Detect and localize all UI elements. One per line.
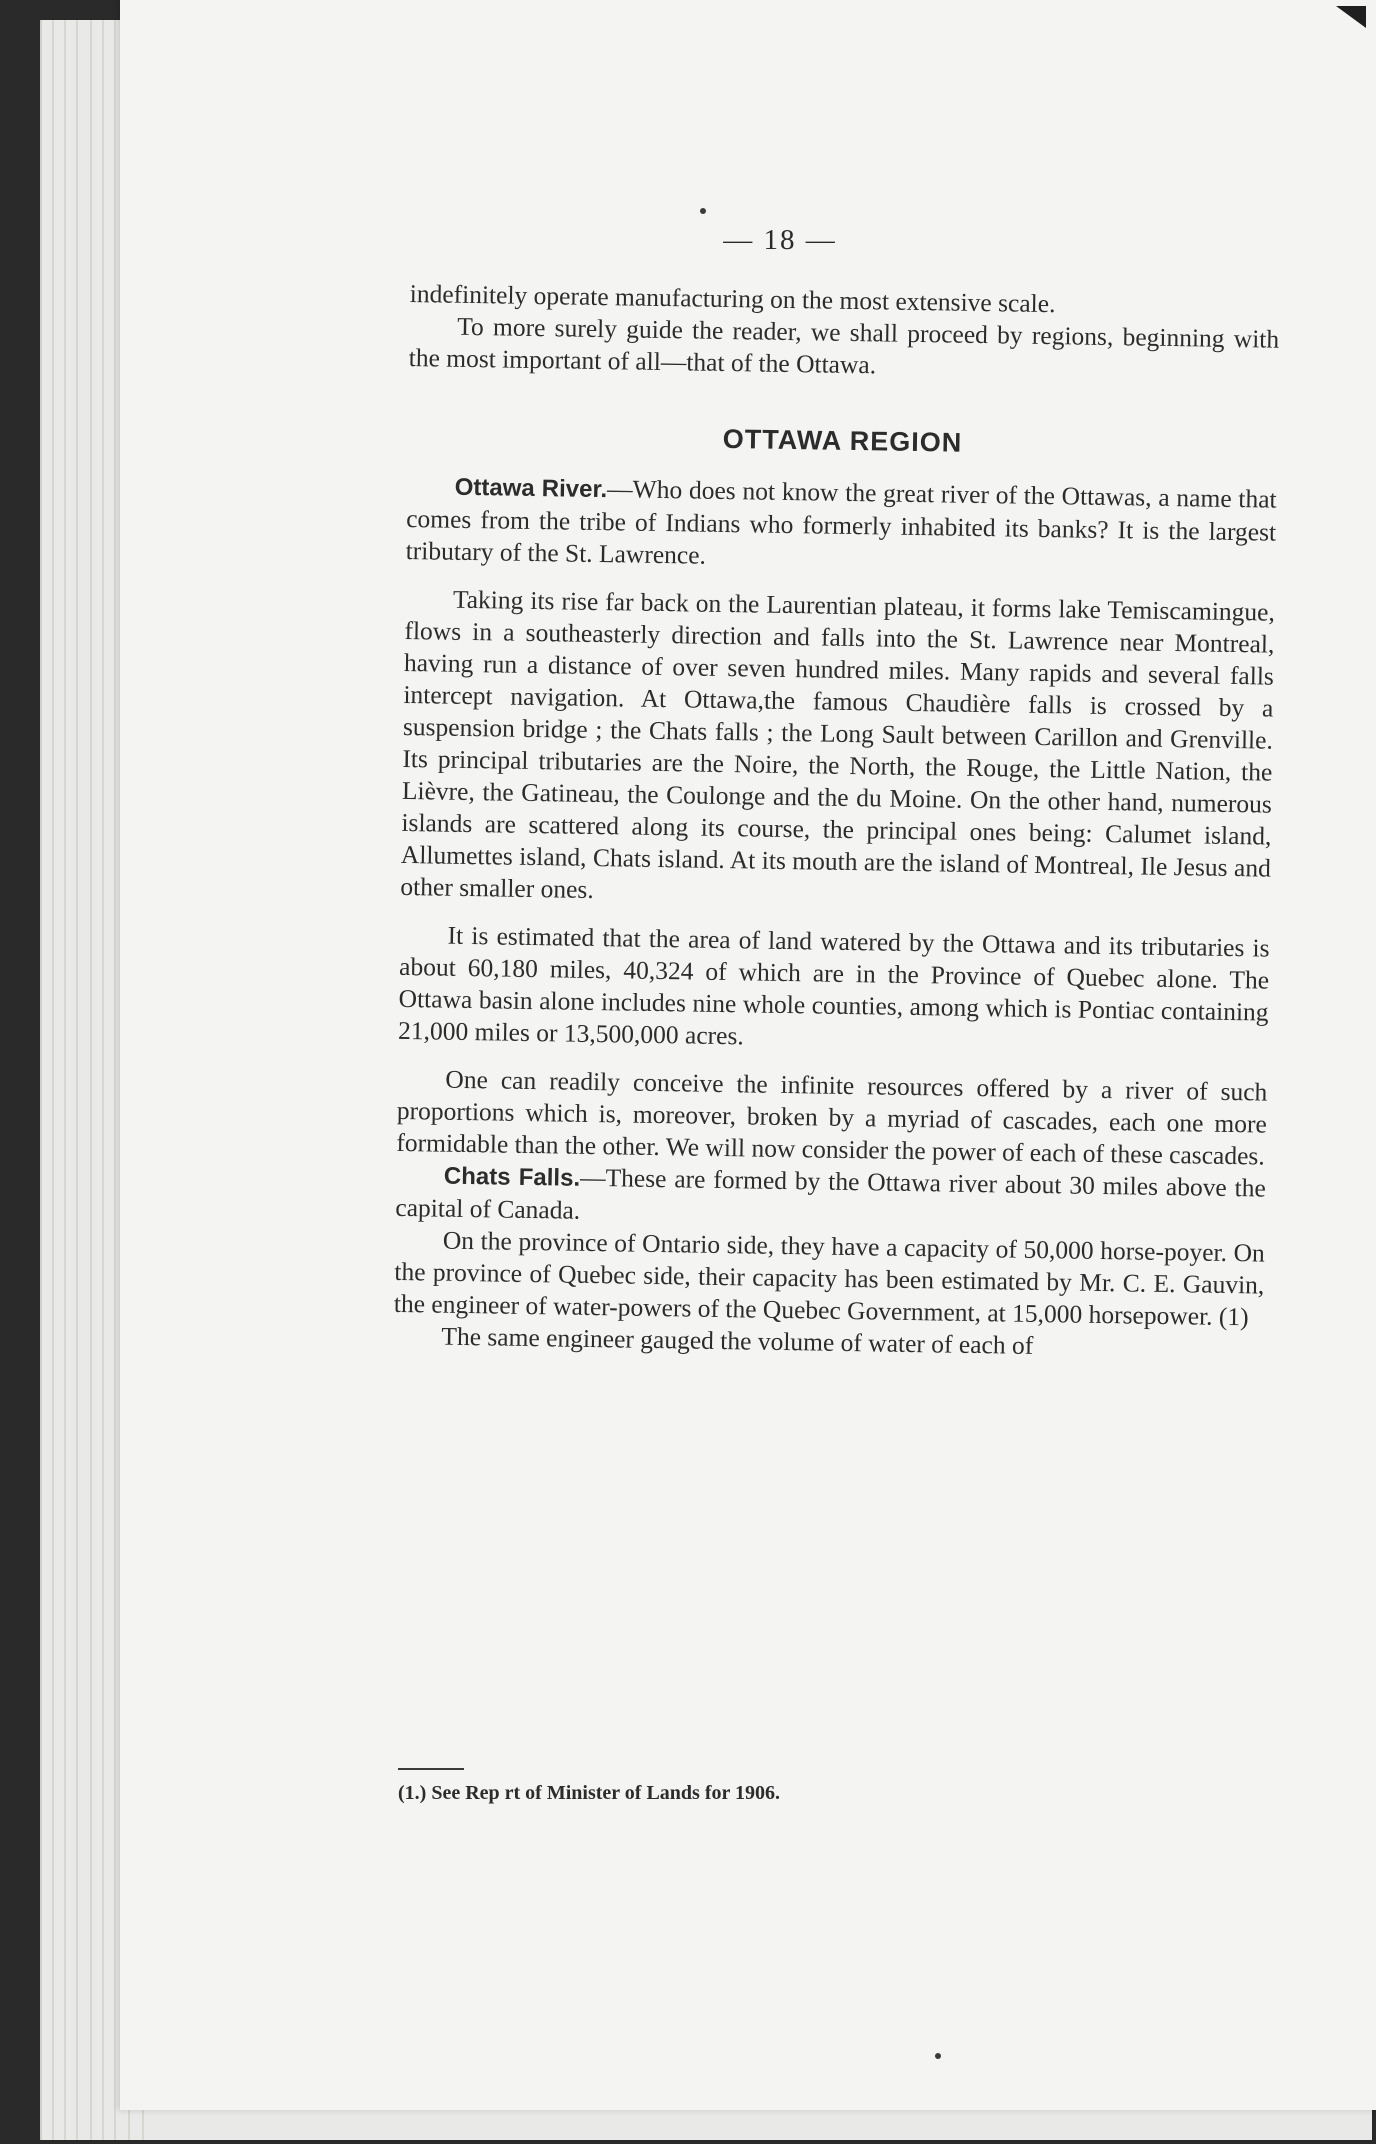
paragraph-text: —Who does not know the great river of the Ottawas, a name that comes from the tribe of Indians who formerly inhabited its banks? It is the largest tributary of the St. Lawrence.	[405, 474, 1277, 570]
footnote-rule	[398, 1768, 464, 1770]
paragraph: It is estimated that the area of land watered by the Ottawa and its tributaries is about 60,180 miles, 40,324 of which are in the Province of Quebec alone. The Ottawa basin alone includes nine whole counties, among which is Pontiac containing 21,000 miles or 13,500,000 acres.	[397, 920, 1270, 1051]
paragraph: Taking its rise far back on the Laurentian plateau, it forms lake Temiscamingue, flows in a southeasterly direction and falls into the St. Lawrence near Montreal, having run a distance of over seven hundred miles. Many rapids and several falls intercept navigation. At Ottawa,the famous Chaudière falls is crossed by a suspension bridge ; the Chats falls ; the Long Sault between Carillon and Grenville. Its principal tributaries are the Noire, the North, the Rouge, the Little Nation, the Lièvre, the Gatineau, the Coulonge and the du Moine. On the other hand, numerous islands are scattered along its course, the principal ones being: Calumet island, Allumettes island, Chats island. At its mouth are the island of Montreal, Ile Jesus and other smaller ones.	[400, 584, 1276, 904]
page-number: — 18 —	[723, 224, 837, 256]
page-edge	[102, 20, 104, 2140]
paragraph: To more surely guide the reader, we shall proceed by regions, beginning with the most important of all—that of the Ottawa.	[408, 311, 1280, 380]
run-in-heading: Ottawa River.	[454, 473, 608, 504]
paragraph	[405, 470, 1276, 581]
paragraph: On the province of Ontario side, they have a capacity of 50,000 horse-poyer. On the province of Quebec side, their capacity has been estimated by Mr. C. E. Gauvin, the engineer of water-powers of the Quebec Government, at 15,000 horsepower. (1)	[393, 1225, 1266, 1332]
page-edge	[52, 20, 54, 2140]
paragraph: One can readily conceive the infinite resources offered by a river of such proportions which is, moreover, broken by a myriad of cascades, each one more formidable than the other. We will now consider the power of each of these cascades.	[396, 1064, 1268, 1171]
page-edge	[64, 20, 66, 2140]
body-text	[393, 278, 1280, 1366]
page-edge	[90, 20, 92, 2140]
speck	[700, 208, 706, 214]
page-edge	[76, 20, 78, 2140]
run-in-heading: Chats Falls.	[443, 1162, 581, 1192]
page-edge	[114, 20, 116, 2140]
paragraph-text: —These are formed by the Ottawa river about 30 miles above the capital of Canada.	[395, 1162, 1267, 1225]
section-title: OTTAWA REGION	[722, 423, 963, 458]
footnote: (1.) See Rep rt of Minister of Lands for 1906.	[398, 1782, 780, 1804]
speck	[935, 2053, 941, 2059]
paragraph: indefinitely operate manufacturing on the most extensive scale.	[409, 278, 1056, 319]
paragraph: The same engineer gauged the volume of water of each of	[441, 1321, 1034, 1360]
